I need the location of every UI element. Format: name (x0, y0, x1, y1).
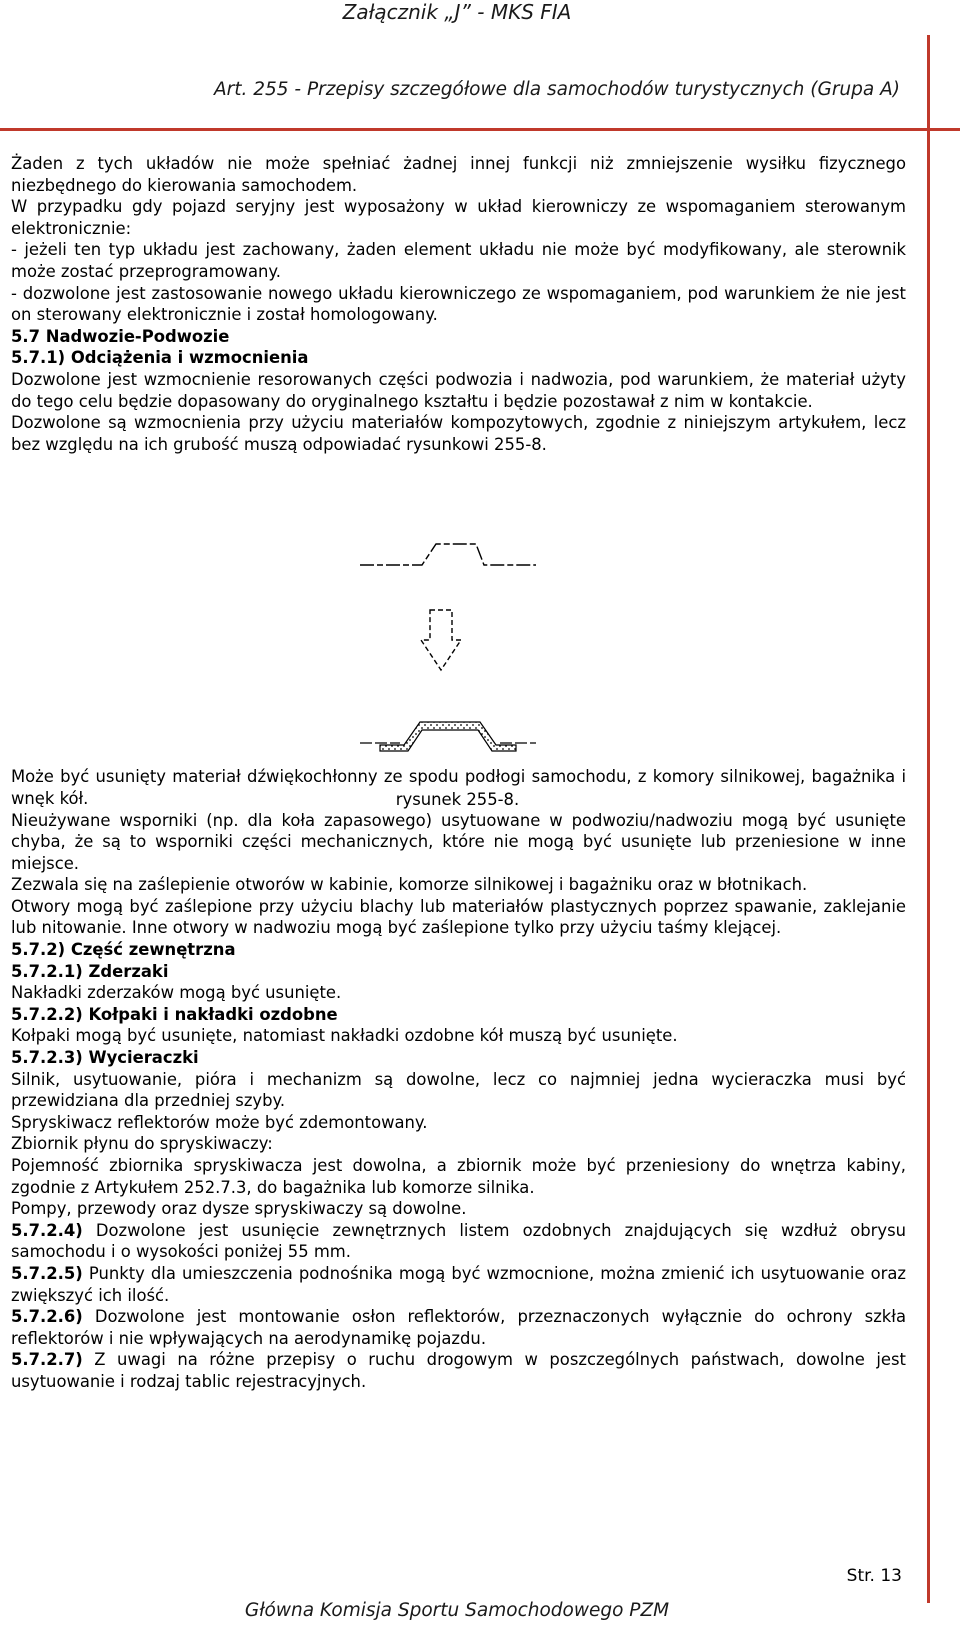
paragraph: Zbiornik płynu do spryskiwaczy: (11, 1134, 273, 1154)
section-heading: 5.7.2.1) Zderzaki (11, 961, 169, 981)
paragraph: Nakładki zderzaków mogą być usunięte. (11, 983, 342, 1003)
header-subtitle: Art. 255 - Przepisy szczegółowe dla samochodów turystycznych (Grupa A) (213, 79, 900, 100)
figure-caption: rysunek 255-8. (395, 790, 520, 809)
header-rule (0, 128, 960, 131)
paragraph-text: Dozwolone jest montowanie osłon reflektorów, przeznaczonych wyłącznie do ochrony szkła reflektorów i nie wpływających na aerodynamikę pojazdu. (11, 1307, 906, 1348)
paragraph: Pompy, przewody oraz dysze spryskiwaczy są dowolne. (11, 1199, 467, 1219)
section-heading: 5.7.1) Odciążenia i wzmocnienia (11, 348, 309, 368)
numbered-paragraph (11, 1220, 906, 1263)
header-title: Załącznik „J” - MKS FIA (342, 0, 572, 24)
section-heading: 5.7 Nadwozie-Podwozie (11, 326, 230, 346)
page-number: Str. 13 (846, 1566, 902, 1586)
paragraph-number: 5.7.2.6) (11, 1307, 83, 1327)
section-heading: 5.7.2.3) Wycieraczki (11, 1048, 199, 1068)
paragraph: Otwory mogą być zaślepione przy użyciu blachy lub materiałów plastycznych poprzez spawanie, zaklejanie lub nitowanie. Inne otwory w nadwoziu mogą być zaślepione tylko przy użyciu taśmy klejącej. (11, 896, 906, 938)
reinforcement-diagram (360, 540, 550, 790)
margin-rule-vertical (927, 35, 930, 1603)
arrow-down-icon (421, 610, 461, 670)
section-heading: 5.7.2.2) Kołpaki i nakładki ozdobne (11, 1004, 338, 1024)
paragraph-number: 5.7.2.5) (11, 1263, 83, 1283)
paragraph: Dozwolone są wzmocnienia przy użyciu materiałów kompozytowych, zgodnie z niniejszym artykułem, lecz bez względu na ich grubość muszą odpowiadać rysunkowi 255-8. (11, 413, 906, 454)
paragraph: Zezwala się na zaślepienie otworów w kabinie, komorze silnikowej i bagażniku oraz w błotnikach. (11, 875, 808, 895)
paragraph-number: 5.7.2.4) (11, 1220, 83, 1240)
paragraph-text: Dozwolone jest usunięcie zewnętrznych listem ozdobnych znajdujących się wzdłuż obrysu samochodu i o wysokości poniżej 55 mm. (11, 1220, 906, 1262)
paragraph-text: Z uwagi na różne przepisy o ruchu drogowym w poszczególnych państwach, dowolne jest usytuowanie i rodzaj tablic rejestracyjnych. (11, 1350, 906, 1391)
paragraph: - dozwolone jest zastosowanie nowego układu kierowniczego ze wspomaganiem, pod warunkiem że nie jest on sterowany elektronicznie i został homologowany. (11, 283, 906, 325)
numbered-paragraph (11, 1263, 906, 1306)
paragraph: Dozwolone jest wzmocnienie resorowanych części podwozia i nadwozia, pod warunkiem, że materiał użyty do tego celu będzie dopasowany do oryginalnego kształtu i będzie pozostawał z nim w kontakcie. (11, 369, 906, 411)
numbered-paragraph (11, 1349, 906, 1392)
paragraph: Kołpaki mogą być usunięte, natomiast nakładki ozdobne kół muszą być usunięte. (11, 1026, 678, 1046)
footer-organization: Główna Komisja Sportu Samochodowego PZM (244, 1600, 670, 1621)
paragraph: Silnik, usytuowanie, pióra i mechanizm są dowolne, lecz co najmniej jedna wycieraczka musi być przewidziana dla przedniej szyby. (11, 1069, 906, 1111)
original-profile-line (360, 544, 536, 565)
paragraph: Nieużywane wsporniki (np. dla koła zapasowego) usytuowane w podwoziu/nadwoziu mogą być usunięte chyba, że są to wsporniki części mechanicznych, które nie mogą być usunięte lub przeniesione w inne miejsce. (11, 810, 906, 873)
paragraph: Żaden z tych układów nie może spełniać żadnej innej funkcji niż zmniejszenie wysiłku fizycznego niezbędnego do kierowania samochodem. (11, 154, 906, 195)
paragraph: Pojemność zbiornika spryskiwacza jest dowolna, a zbiornik może być przeniesiony do wnętrza kabiny, zgodnie z Artykułem 252.7.3, do bagażnika lub komorze silnika. (11, 1156, 906, 1197)
section-heading: 5.7.2) Część zewnętrzna (11, 940, 236, 960)
paragraph: W przypadku gdy pojazd seryjny jest wyposażony w układ kierowniczy ze wspomaganiem sterowanym elektronicznie: (11, 197, 906, 238)
paragraph: - jeżeli ten typ układu jest zachowany, żaden element układu nie może być modyfikowany, ale sterownik może zostać przeprogramowany. (11, 240, 906, 281)
paragraph: Spryskiwacz reflektorów może być zdemontowany. (11, 1112, 428, 1132)
paragraph-text: Punkty dla umieszczenia podnośnika mogą być wzmocnione, można zmienić ich usytuowanie oraz zwiększyć ich ilość. (11, 1263, 906, 1305)
paragraph: Może być usunięty materiał dźwiękochłonny ze spodu podłogi samochodu, z komory silnikowej, bagażnika i wnęk kół. (11, 767, 906, 808)
numbered-paragraph (11, 1306, 906, 1349)
reinforced-profile (380, 722, 516, 751)
paragraph-number: 5.7.2.7) (11, 1350, 83, 1370)
